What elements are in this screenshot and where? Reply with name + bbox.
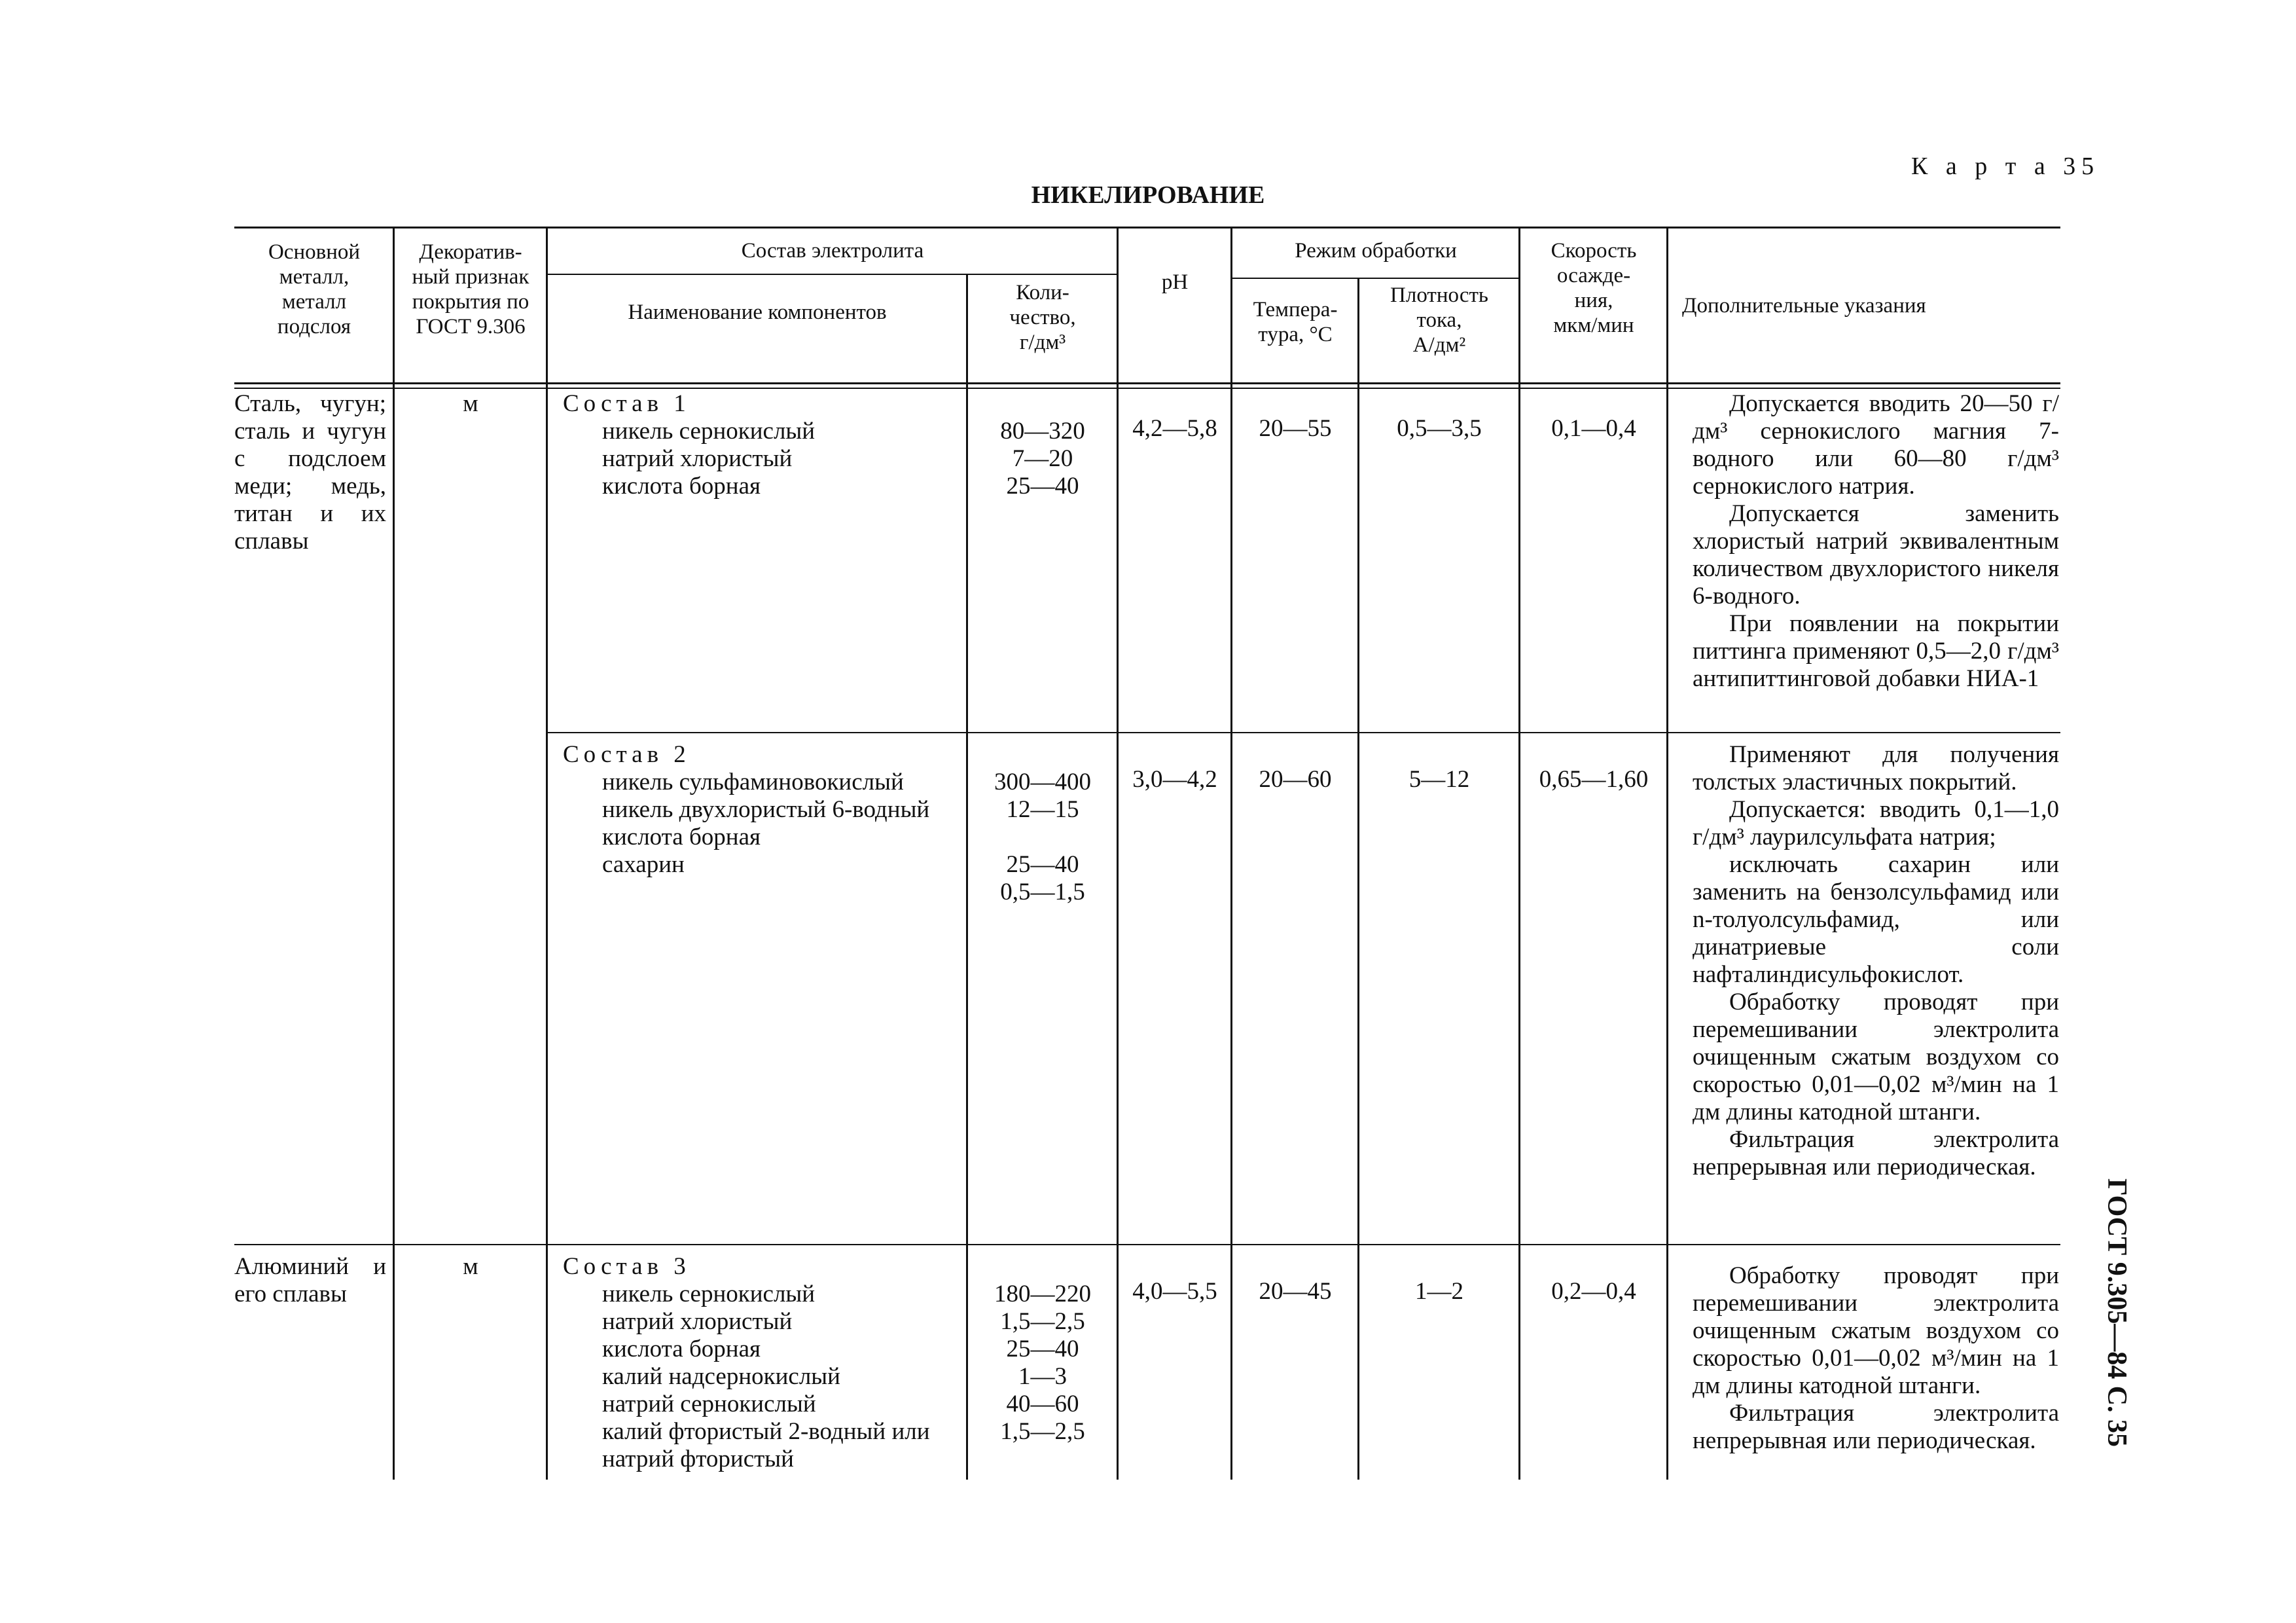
row2-ph: 3,0—4,2 <box>1132 766 1217 793</box>
row2-current: 5—12 <box>1408 766 1470 793</box>
header-notes: Дополнительные указания <box>1682 294 1926 318</box>
row1-speed: 0,1—0,4 <box>1551 415 1636 442</box>
header-decor: Декоратив- ный признак покрытия по ГОСТ 9.306 <box>412 240 529 338</box>
row1-quantities: 80—320 7—20 25—40 <box>1000 418 1085 500</box>
row1-components <box>563 390 962 500</box>
row3-speed: 0,2—0,4 <box>1551 1278 1636 1305</box>
note-paragraph: При появлении на покрытии питтинга применяют 0,5—2,0 г/дм³ антипиттинговой добавки НИА-1 <box>1693 610 2059 692</box>
row2-notes <box>1693 741 2059 1181</box>
row1-base-metal: Сталь, чугун; сталь и чугун с подслоем меди; медь, титан и их сплавы <box>234 390 386 555</box>
composition-label: Состав 2 <box>563 741 691 768</box>
header-subrule-mode <box>1232 278 1520 279</box>
row-separator-3 <box>234 1244 2060 1245</box>
component-item: никель сернокислый <box>602 1281 816 1307</box>
col-rule-1 <box>393 227 395 1480</box>
header-speed: Скорость осажде- ния, мкм/мин <box>1551 239 1637 337</box>
table-top-rule <box>234 227 2060 228</box>
composition-label: Состав 3 <box>563 1253 691 1280</box>
side-standard-label: ГОСТ 9.305—84 С. 35 <box>2102 1178 2132 1448</box>
component-item: кислота борная <box>602 473 761 500</box>
component-item: сахарин <box>602 851 685 878</box>
col-rule-6 <box>1357 278 1359 1480</box>
header-base-metal: Основной металл, металл подслоя <box>268 240 361 338</box>
component-item: калий надсернокислый <box>602 1363 840 1390</box>
page-title: НИКЕЛИРОВАНИЕ <box>1031 181 1265 209</box>
component-item: кислота борная <box>602 1336 761 1362</box>
component-item: натрий хлористый <box>602 1308 793 1335</box>
row-separator-2 <box>547 732 2060 733</box>
row3-quantities: 180—220 1,5—2,5 25—40 1—3 40—60 1,5—2,5 <box>994 1281 1091 1445</box>
row3-current: 1—2 <box>1415 1278 1463 1305</box>
col-rule-3 <box>966 275 968 1480</box>
row1-notes <box>1693 390 2059 693</box>
note-paragraph: Допускается: вводить 0,1—1,0 г/дм³ лаурилсульфата натрия; <box>1693 796 2059 850</box>
col-rule-8 <box>1666 227 1668 1480</box>
col-rule-7 <box>1518 227 1520 1480</box>
note-paragraph: Обработку проводят при перемешивании электролита очищенным сжатым воздухом со скоростью 0,01—0,02 м³/мин на 1 дм длины катодной штанги. <box>1693 989 2059 1125</box>
header-bottom-rule-2 <box>234 388 2060 389</box>
header-bottom-rule <box>234 382 2060 384</box>
col-rule-2 <box>546 227 548 1480</box>
header-component-name: Наименование компонентов <box>628 301 887 324</box>
row2-quantities: 300—400 12—15 25—40 0,5—1,5 <box>994 769 1091 905</box>
row3-temperature: 20—45 <box>1259 1278 1332 1305</box>
note-paragraph: исключать сахарин или заменить на бензолсульфамид или n-толуолсульфамид, или динатриевые соли нафталиндисульфокислот. <box>1693 851 2059 988</box>
header-subrule-composition <box>547 274 1118 275</box>
row1-ph: 4,2—5,8 <box>1132 415 1217 442</box>
component-item: никель сульфаминовокислый <box>602 769 904 795</box>
row3-notes <box>1693 1262 2059 1455</box>
header-ph: рН <box>1161 270 1189 294</box>
component-item: калий фтористый 2-водный или натрий фтористый <box>602 1418 930 1472</box>
row1-decor: м <box>463 390 478 417</box>
row3-decor: м <box>463 1253 478 1280</box>
row2-speed: 0,65—1,60 <box>1539 766 1649 793</box>
col-rule-4 <box>1117 227 1119 1480</box>
row2-temperature: 20—60 <box>1259 766 1332 793</box>
component-item: никель двухлористый 6-водный <box>602 796 930 823</box>
row2-components <box>563 741 962 879</box>
component-item: кислота борная <box>602 824 761 850</box>
header-composition-group: Состав электролита <box>741 239 924 263</box>
row3-base-metal: Алюминий и его сплавы <box>234 1253 386 1307</box>
row1-current: 0,5—3,5 <box>1397 415 1482 442</box>
note-paragraph: Обработку проводят при перемешивании электролита очищенным сжатым воздухом со скоростью 0,01—0,02 м³/мин на 1 дм длины катодной штанги. <box>1693 1262 2059 1399</box>
note-paragraph: Применяют для получения толстых эластичных покрытий. <box>1693 741 2059 795</box>
composition-label: Состав 1 <box>563 390 691 417</box>
header-temperature: Темпера- тура, °С <box>1253 298 1338 346</box>
note-paragraph: Фильтрация электролита непрерывная или периодическая. <box>1693 1400 2059 1454</box>
col-rule-5 <box>1230 227 1232 1480</box>
note-paragraph: Допускается заменить хлористый натрий эквивалентным количеством двухлористого никеля 6-водного. <box>1693 500 2059 610</box>
row3-components <box>563 1253 962 1473</box>
row1-temperature: 20—55 <box>1259 415 1332 442</box>
row3-ph: 4,0—5,5 <box>1132 1278 1217 1305</box>
note-paragraph: Допускается вводить 20—50 г/дм³ сернокислого магния 7-водного или 60—80 г/дм³ сернокислого натрия. <box>1693 390 2059 500</box>
header-mode-group: Режим обработки <box>1295 239 1457 263</box>
header-quantity: Коли- чество, г/дм³ <box>1009 281 1076 354</box>
header-current-density: Плотность тока, А/дм² <box>1390 283 1488 357</box>
component-item: никель сернокислый <box>602 418 816 445</box>
component-item: натрий хлористый <box>602 445 793 472</box>
component-item: натрий сернокислый <box>602 1391 816 1417</box>
card-number: К а р т а 35 <box>1911 153 2100 180</box>
note-paragraph: Фильтрация электролита непрерывная или периодическая. <box>1693 1126 2059 1180</box>
